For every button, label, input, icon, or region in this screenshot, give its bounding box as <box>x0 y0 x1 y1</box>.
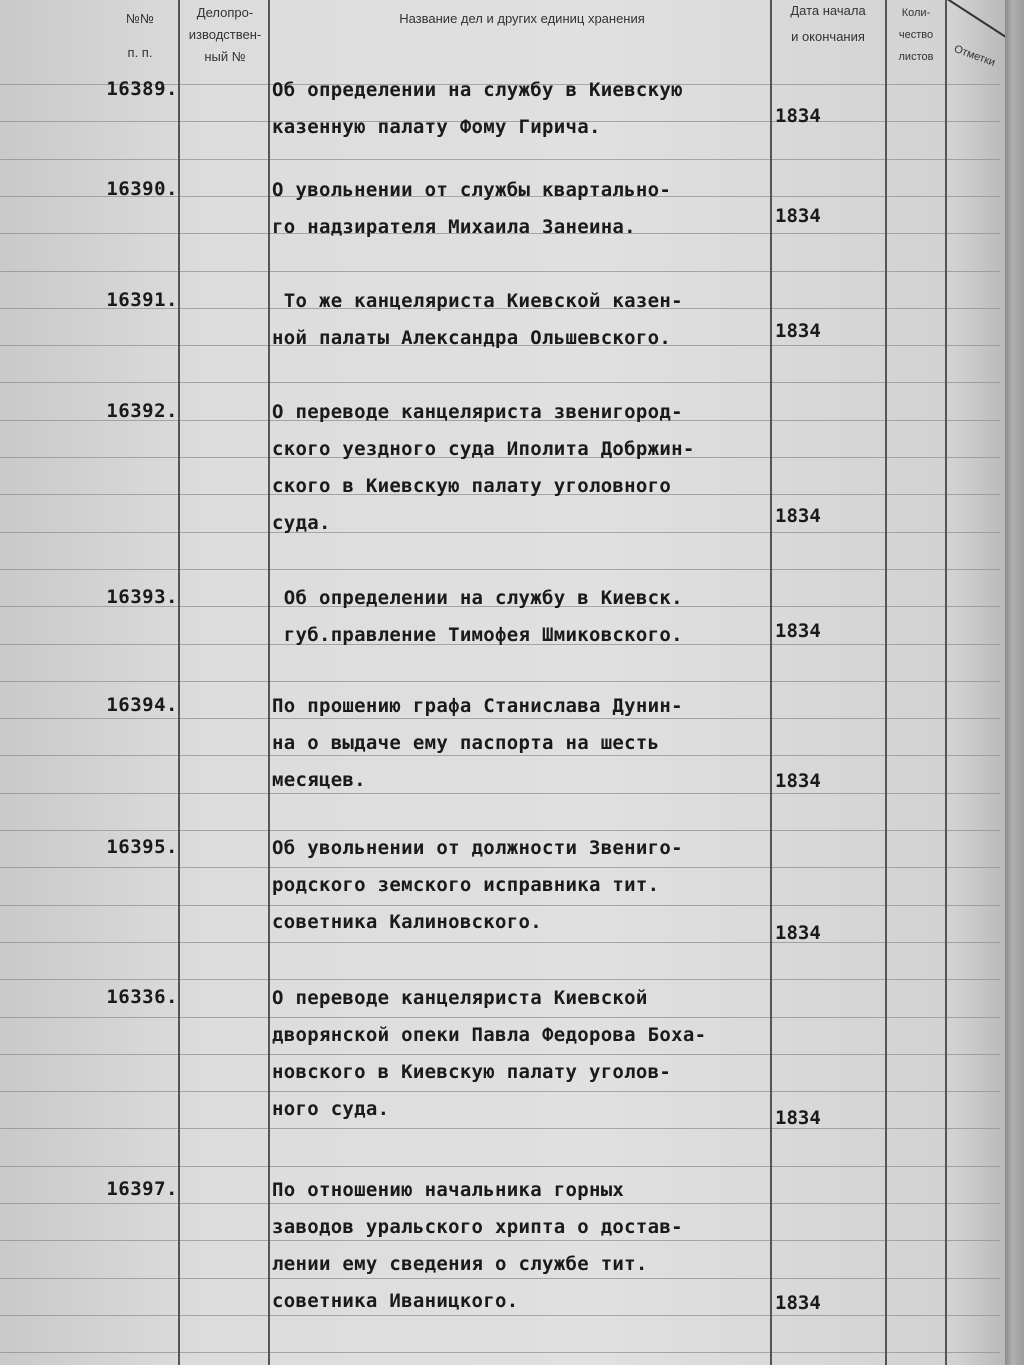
header-num <box>105 8 175 64</box>
column-divider <box>178 0 180 1365</box>
header-num-line: п. п. <box>127 45 153 60</box>
header-sheets-line: чество <box>898 29 934 41</box>
entry-title <box>272 172 782 246</box>
entry-title-line: ского в Киевскую палату уголовного <box>272 475 672 497</box>
header-title: Название дел и других единиц хранения <box>399 11 645 26</box>
entry-title-line: По отношению начальника горных <box>272 1179 625 1201</box>
header-notes: Отметки <box>952 43 997 69</box>
ruled-line <box>0 681 1000 682</box>
column-divider <box>885 0 887 1365</box>
entry-title-line: губ.правление Тимофея Шмиковского. <box>272 624 683 646</box>
entry-title-line: казенную палату Фому Гирича. <box>272 116 601 138</box>
entry-date: 1834 <box>775 320 821 342</box>
header-dates-line: и окончания <box>791 29 865 44</box>
column-divider <box>268 0 270 1365</box>
entry-title-line: на о выдаче ему паспорта на шесть <box>272 732 660 754</box>
entry-title-line: По прошению графа Станислава Дунин- <box>272 695 683 717</box>
entry-title <box>272 394 782 542</box>
entry-number: 16395. <box>106 836 178 858</box>
entry-title-line: дворянской опеки Павла Федорова Боха- <box>272 1024 707 1046</box>
entry-date: 1834 <box>775 105 821 127</box>
header-sheets-line: Коли- <box>901 7 931 19</box>
entry-title <box>272 688 782 799</box>
header-delo-line: изводствен- <box>188 27 262 42</box>
entry-title <box>272 580 782 654</box>
entry-title-line: новского в Киевскую палату уголов- <box>272 1061 672 1083</box>
entry-title-line: Об определении на службу в Киевск. <box>272 587 683 609</box>
ruled-line <box>0 1352 1000 1353</box>
entry-date: 1834 <box>775 505 821 527</box>
entry-number: 16393. <box>106 586 178 608</box>
header-delo-line: Делопро- <box>196 5 254 20</box>
entry-title-line: советника Калиновского. <box>272 911 542 933</box>
ruled-line <box>0 1128 1000 1129</box>
header-dates <box>772 0 884 48</box>
entry-number: 16336. <box>106 986 178 1008</box>
ruled-line <box>0 159 1000 160</box>
entry-title-line: То же канцеляриста Киевской казен- <box>272 290 683 312</box>
entry-date: 1834 <box>775 1107 821 1129</box>
entry-number: 16392. <box>106 400 178 422</box>
entry-title-line: заводов уральского хрипта о достав- <box>272 1216 683 1238</box>
page-edge <box>1005 0 1024 1365</box>
entry-title-line: ского уездного суда Иполита Добржин- <box>272 438 695 460</box>
ruled-line <box>0 271 1000 272</box>
entry-title-line: О увольнении от службы квартально- <box>272 179 672 201</box>
ruled-line <box>0 1166 1000 1167</box>
entry-number: 16397. <box>106 1178 178 1200</box>
header-delo <box>182 2 268 68</box>
entry-title <box>272 830 782 941</box>
entry-title-line: ной палаты Александра Ольшевского. <box>272 327 672 349</box>
ruled-line <box>0 569 1000 570</box>
entry-title-line: родского земского исправника тит. <box>272 874 660 896</box>
entry-title-line: Об определении на службу в Киевскую <box>272 79 683 101</box>
entry-title-line: ного суда. <box>272 1098 390 1120</box>
entry-title-line: советника Иваницкого. <box>272 1290 519 1312</box>
header-num-line: №№ <box>126 11 154 26</box>
entry-date: 1834 <box>775 620 821 642</box>
header-sheets-line: листов <box>898 51 934 63</box>
entry-number: 16390. <box>106 178 178 200</box>
column-divider <box>945 0 947 1365</box>
ruled-line <box>0 942 1000 943</box>
entry-title-line: Об увольнении от должности Звениго- <box>272 837 683 859</box>
entry-title <box>272 980 782 1128</box>
entry-title-line: месяцев. <box>272 769 366 791</box>
header-sheets <box>887 2 945 68</box>
header-delo-line: ный № <box>204 49 246 64</box>
entry-date: 1834 <box>775 770 821 792</box>
entry-number: 16389. <box>106 78 178 100</box>
entry-date: 1834 <box>775 922 821 944</box>
entry-title-line: суда. <box>272 512 331 534</box>
entry-date: 1834 <box>775 205 821 227</box>
entry-title-line: го надзирателя Михаила Занеина. <box>272 216 636 238</box>
entry-title <box>272 283 782 357</box>
entry-number: 16394. <box>106 694 178 716</box>
entry-title-line: лении ему сведения о службе тит. <box>272 1253 648 1275</box>
entry-title-line: О переводе канцеляриста Киевской <box>272 987 648 1009</box>
entry-title <box>272 72 782 146</box>
entry-number: 16391. <box>106 289 178 311</box>
entry-title-line: О переводе канцеляриста звенигород- <box>272 401 683 423</box>
entry-date: 1834 <box>775 1292 821 1314</box>
ruled-line <box>0 382 1000 383</box>
header-dates-line: Дата начала <box>790 3 866 18</box>
entry-title <box>272 1172 782 1320</box>
